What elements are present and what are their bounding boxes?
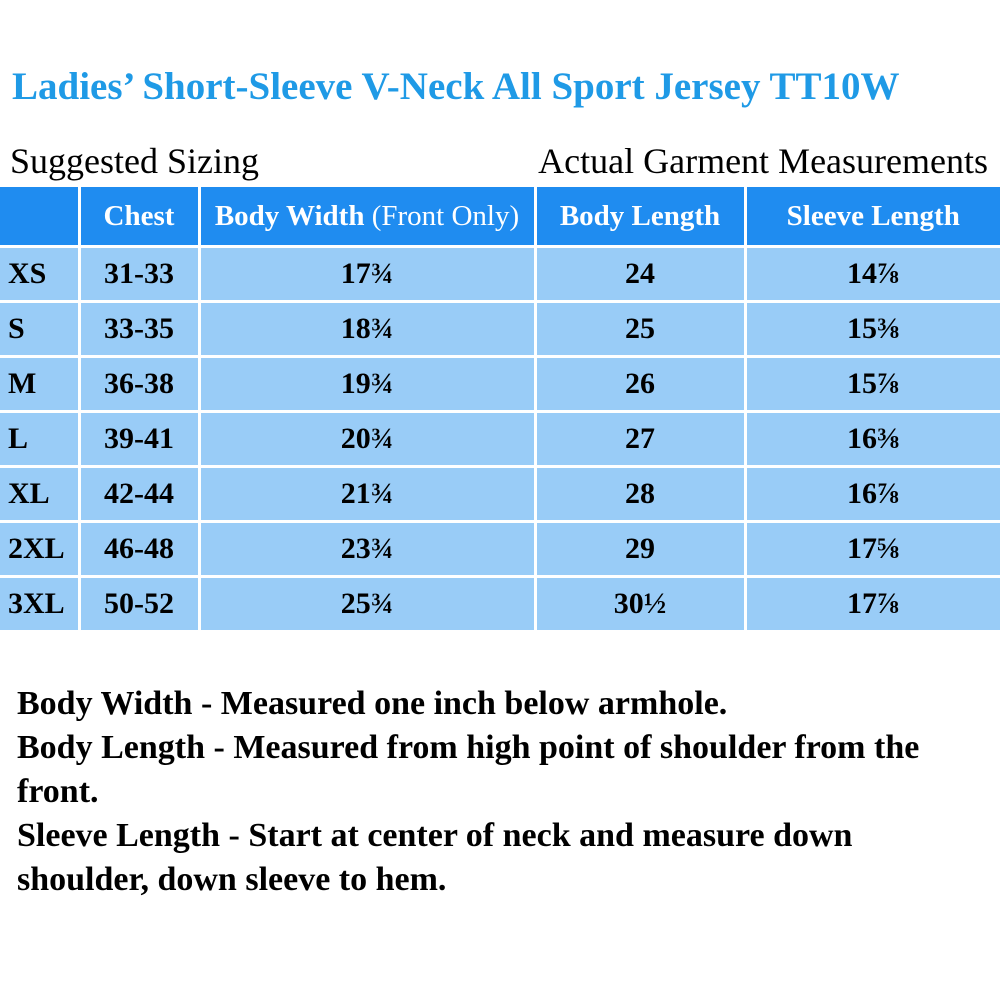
cell-chest: 50-52 bbox=[79, 577, 199, 632]
cell-size: S bbox=[0, 302, 79, 357]
cell-sleeve-length: 14⅞ bbox=[745, 247, 1000, 302]
cell-chest: 36-38 bbox=[79, 357, 199, 412]
header-size bbox=[0, 187, 79, 247]
cell-chest: 42-44 bbox=[79, 467, 199, 522]
table-row bbox=[0, 357, 1000, 412]
cell-body-width: 23¾ bbox=[199, 522, 535, 577]
cell-body-length: 25 bbox=[535, 302, 745, 357]
table-row bbox=[0, 577, 1000, 632]
cell-sleeve-length: 17⅞ bbox=[745, 577, 1000, 632]
cell-sleeve-length: 16⅞ bbox=[745, 467, 1000, 522]
cell-body-width: 21¾ bbox=[199, 467, 535, 522]
page-title: Ladies’ Short-Sleeve V-Neck All Sport Jersey TT10W bbox=[12, 65, 900, 108]
cell-size: XS bbox=[0, 247, 79, 302]
cell-size: 3XL bbox=[0, 577, 79, 632]
note-body-length: Body Length - Measured from high point of shoulder from the front. bbox=[17, 729, 920, 810]
suggested-sizing-heading: Suggested Sizing bbox=[10, 141, 259, 181]
cell-sleeve-length: 16⅜ bbox=[745, 412, 1000, 467]
cell-sleeve-length: 15⅜ bbox=[745, 302, 1000, 357]
note-body-width: Body Width - Measured one inch below armhole. bbox=[17, 685, 728, 722]
cell-size: 2XL bbox=[0, 522, 79, 577]
table-row bbox=[0, 522, 1000, 577]
cell-size: M bbox=[0, 357, 79, 412]
cell-size: L bbox=[0, 412, 79, 467]
cell-sleeve-length: 15⅞ bbox=[745, 357, 1000, 412]
header-body-width bbox=[199, 187, 535, 247]
garment-measurements-heading: Actual Garment Measurements bbox=[538, 141, 988, 181]
cell-body-length: 27 bbox=[535, 412, 745, 467]
cell-body-width: 17¾ bbox=[199, 247, 535, 302]
table-row bbox=[0, 247, 1000, 302]
cell-chest: 46-48 bbox=[79, 522, 199, 577]
header-sleeve-length: Sleeve Length bbox=[745, 187, 1000, 247]
cell-size: XL bbox=[0, 467, 79, 522]
cell-body-width: 19¾ bbox=[199, 357, 535, 412]
header-body-width-note: (Front Only) bbox=[371, 199, 520, 232]
cell-body-width: 25¾ bbox=[199, 577, 535, 632]
header-chest: Chest bbox=[79, 187, 199, 247]
header-body-length: Body Length bbox=[535, 187, 745, 247]
table-row bbox=[0, 467, 1000, 522]
cell-chest: 33-35 bbox=[79, 302, 199, 357]
cell-body-length: 28 bbox=[535, 467, 745, 522]
measurement-notes bbox=[17, 682, 987, 902]
cell-chest: 31-33 bbox=[79, 247, 199, 302]
table-header-row bbox=[0, 187, 1000, 247]
cell-body-length: 26 bbox=[535, 357, 745, 412]
size-chart-table bbox=[0, 187, 1000, 633]
cell-body-length: 29 bbox=[535, 522, 745, 577]
cell-sleeve-length: 17⅝ bbox=[745, 522, 1000, 577]
table-row bbox=[0, 302, 1000, 357]
header-body-width-label: Body Width bbox=[214, 199, 365, 232]
cell-body-width: 18¾ bbox=[199, 302, 535, 357]
table-row bbox=[0, 412, 1000, 467]
note-sleeve-length: Sleeve Length - Start at center of neck and measure down shoulder, down sleeve to hem. bbox=[17, 817, 853, 898]
cell-chest: 39-41 bbox=[79, 412, 199, 467]
cell-body-length: 24 bbox=[535, 247, 745, 302]
cell-body-length: 30½ bbox=[535, 577, 745, 632]
cell-body-width: 20¾ bbox=[199, 412, 535, 467]
